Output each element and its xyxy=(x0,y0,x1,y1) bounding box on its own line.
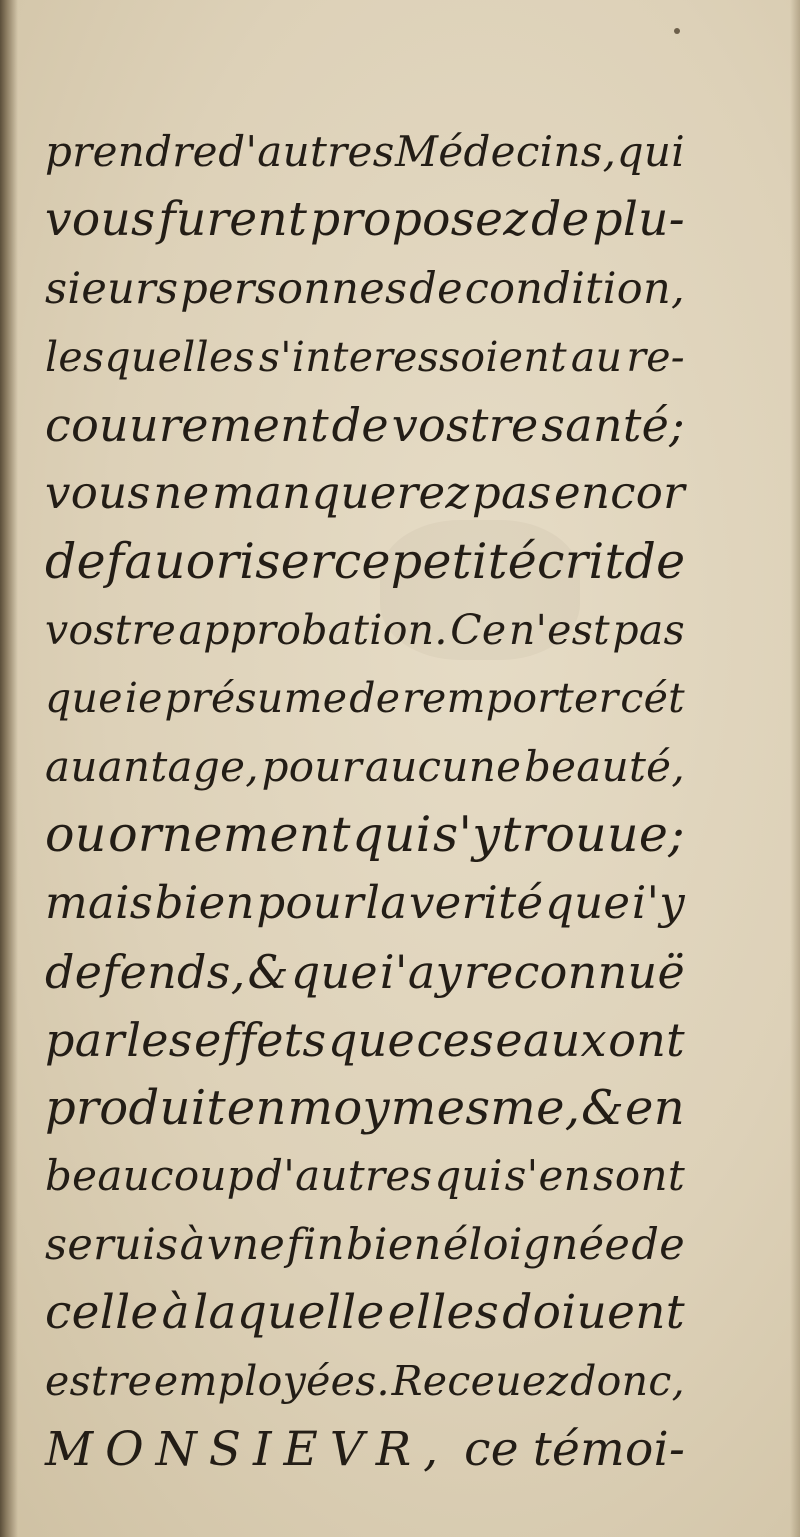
text-line xyxy=(45,395,685,463)
word: vous xyxy=(45,192,156,248)
word: s'en xyxy=(504,1151,591,1201)
text-line xyxy=(45,942,685,1010)
word: n'est xyxy=(508,606,610,655)
word: moy xyxy=(287,1080,390,1137)
word: de xyxy=(331,398,389,453)
word: de xyxy=(45,532,106,590)
word: reconnuë xyxy=(463,944,685,999)
word: petit xyxy=(390,532,508,590)
text-line xyxy=(45,600,685,668)
word: pour xyxy=(261,741,363,791)
text-line xyxy=(45,1215,685,1283)
word: & xyxy=(581,1080,625,1137)
body-text xyxy=(45,122,685,1488)
binding-gutter-shadow xyxy=(0,0,18,1537)
word: de xyxy=(531,192,590,248)
word: remporter xyxy=(402,674,619,723)
word: au xyxy=(570,332,623,381)
word: les xyxy=(126,1012,193,1067)
word: témoi- xyxy=(532,1421,686,1477)
word: elles xyxy=(387,1285,500,1341)
word: en xyxy=(226,1080,287,1137)
word: condition, xyxy=(464,263,685,314)
word: qui xyxy=(434,1151,503,1201)
word: qui xyxy=(352,805,432,863)
word: beauté, xyxy=(523,741,685,791)
word: à xyxy=(179,1219,206,1270)
word: vne xyxy=(206,1219,286,1270)
word: par xyxy=(45,1012,125,1067)
word: Receuez xyxy=(391,1357,569,1406)
word: ont xyxy=(608,1012,685,1067)
word: vostre xyxy=(45,606,177,655)
word: i'ay xyxy=(379,944,462,999)
word: pour xyxy=(256,876,364,930)
word: couurement xyxy=(45,398,329,453)
word: auantage, xyxy=(45,741,259,791)
word: sieurs xyxy=(45,263,179,314)
word: présume xyxy=(164,674,348,723)
word: encor xyxy=(554,466,685,520)
word: ce xyxy=(333,532,391,590)
word: proposez xyxy=(309,192,529,248)
text-line xyxy=(45,805,685,873)
word: defends, xyxy=(45,944,246,999)
word: verité xyxy=(408,876,544,930)
text-line xyxy=(45,190,685,258)
word: santé; xyxy=(541,398,685,453)
text-line xyxy=(45,1010,685,1078)
word: ornement xyxy=(108,805,351,863)
word: bien xyxy=(154,876,255,930)
word: re- xyxy=(626,332,685,381)
word: cét xyxy=(620,674,685,723)
word: employées. xyxy=(153,1357,390,1406)
word: vous xyxy=(45,466,151,520)
word: produit xyxy=(45,1080,226,1137)
word: mais xyxy=(45,876,154,930)
ink-speck xyxy=(674,28,680,34)
text-line xyxy=(45,668,685,736)
word: que xyxy=(290,944,378,999)
word: laquelle xyxy=(193,1285,385,1341)
text-line xyxy=(45,737,685,805)
word: éloignée xyxy=(442,1219,631,1270)
word: furent xyxy=(158,192,308,248)
word: à xyxy=(161,1285,190,1341)
text-line xyxy=(45,327,685,395)
word: bien xyxy=(345,1219,442,1270)
word: ne xyxy=(153,466,210,520)
word: s'interessoient xyxy=(258,332,567,381)
word: seruis xyxy=(45,1219,179,1270)
word: vostre xyxy=(391,398,539,453)
word: que xyxy=(45,674,123,723)
word: trouue; xyxy=(501,805,685,863)
text-line xyxy=(45,1420,685,1488)
word: pas xyxy=(612,606,685,655)
word: ou xyxy=(45,805,107,863)
word: donc, xyxy=(570,1357,685,1406)
word: manquerez xyxy=(211,466,470,520)
word: estre xyxy=(45,1357,153,1406)
word: eaux xyxy=(495,1012,607,1067)
word: de xyxy=(409,263,463,314)
word: plu- xyxy=(592,192,685,248)
word: fauoriser xyxy=(105,532,334,590)
word: en xyxy=(625,1080,685,1137)
word: prendre xyxy=(45,127,218,176)
word: d'autres xyxy=(218,127,395,176)
word: personnes xyxy=(180,263,408,314)
word: mesme, xyxy=(390,1080,581,1137)
word: que xyxy=(327,1012,416,1067)
word: sont xyxy=(593,1151,685,1201)
text-line xyxy=(45,1078,685,1146)
text-line xyxy=(45,873,685,941)
word: lesquelles xyxy=(45,332,255,381)
text-line xyxy=(45,1283,685,1351)
word: de xyxy=(349,674,401,723)
word: approbation. xyxy=(178,606,448,655)
word: celle xyxy=(45,1285,159,1341)
text-line xyxy=(45,122,685,190)
word: i'y xyxy=(631,876,685,930)
page-edge-shadow xyxy=(790,0,800,1537)
text-line xyxy=(45,463,685,531)
text-line xyxy=(45,1146,685,1214)
word: de xyxy=(624,532,686,590)
word: qui xyxy=(616,127,685,176)
word: écrit xyxy=(507,532,625,590)
word: ie xyxy=(124,674,163,723)
word: d'autres xyxy=(256,1151,433,1201)
text-line xyxy=(45,1351,685,1419)
word: ces xyxy=(416,1012,494,1067)
word: Médecins, xyxy=(395,127,617,176)
word: ce xyxy=(464,1421,519,1477)
word: fin xyxy=(286,1219,345,1270)
word: doiuent xyxy=(502,1285,685,1341)
word: effets xyxy=(194,1012,327,1067)
word: de xyxy=(631,1219,685,1270)
word: aucune xyxy=(364,741,522,791)
word: Ce xyxy=(450,606,507,655)
word: MONSIEVR, xyxy=(45,1421,451,1477)
word: beaucoup xyxy=(45,1151,254,1201)
word: s'y xyxy=(433,805,501,863)
text-line xyxy=(45,259,685,327)
word: pas xyxy=(471,466,552,520)
word: la xyxy=(365,876,408,930)
text-line xyxy=(45,532,685,600)
word: que xyxy=(545,876,631,930)
word: & xyxy=(247,944,289,999)
